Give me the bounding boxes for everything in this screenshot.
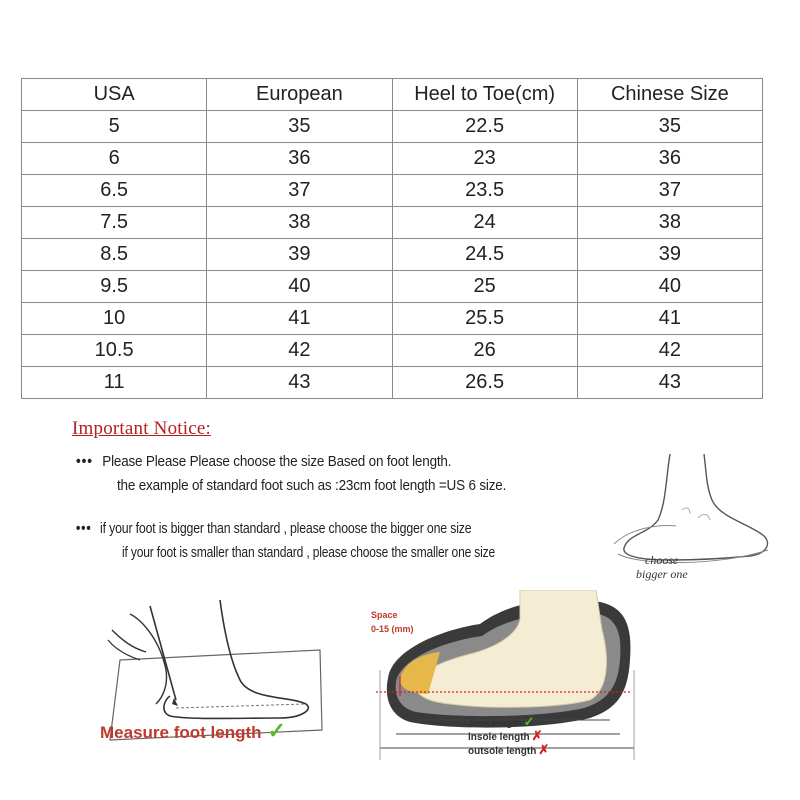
notice-line-4: if your foot is smaller than standard , please choose the smaller one size <box>122 545 496 561</box>
table-cell: 22.5 <box>392 111 577 143</box>
table-row <box>22 335 763 367</box>
table-cell: 26.5 <box>392 367 577 399</box>
header-heel-to-toe: Heel to Toe(cm) <box>392 79 577 111</box>
table-cell: 35 <box>207 111 392 143</box>
measure-caption-text: Measure foot length <box>100 723 262 742</box>
cross-icon: ✗ <box>531 728 543 743</box>
header-chinese-size: Chinese Size <box>577 79 762 111</box>
notice-title: Important Notice: <box>72 418 211 439</box>
table-cell: 10 <box>22 303 207 335</box>
foot-sketch-illustration <box>600 448 780 588</box>
table-cell: 41 <box>207 303 392 335</box>
table-row <box>22 207 763 239</box>
table-row <box>22 143 763 175</box>
notice-line-2: the example of standard foot such as :23cm foot length =US 6 size. <box>117 478 507 494</box>
table-row <box>22 111 763 143</box>
table-row <box>22 367 763 399</box>
table-cell: 25.5 <box>392 303 577 335</box>
bullet-1: ••• <box>76 454 93 470</box>
table-row <box>22 271 763 303</box>
table-cell: 39 <box>207 239 392 271</box>
table-cell: 10.5 <box>22 335 207 367</box>
foot-length-text: foot length <box>470 718 522 729</box>
check-icon: ✓ <box>523 714 535 729</box>
size-chart-table <box>21 78 763 399</box>
table-cell: 38 <box>207 207 392 239</box>
table-cell: 6.5 <box>22 175 207 207</box>
notice-line-3 <box>76 521 471 537</box>
table-cell: 11 <box>22 367 207 399</box>
space-range: 0-15 (mm) <box>371 624 414 634</box>
table-cell: 43 <box>577 367 762 399</box>
table-cell: 41 <box>577 303 762 335</box>
table-cell: 24 <box>392 207 577 239</box>
table-header-row <box>22 79 763 111</box>
table-cell: 42 <box>577 335 762 367</box>
table-cell: 6 <box>22 143 207 175</box>
notice-text-3: if your foot is bigger than standard , please choose the bigger one size <box>99 521 472 537</box>
choose-caption-1: choose <box>645 553 679 567</box>
table-cell: 5 <box>22 111 207 143</box>
table-row <box>22 239 763 271</box>
table-cell: 37 <box>577 175 762 207</box>
bullet-2: ••• <box>76 521 92 537</box>
table-cell: 40 <box>207 271 392 303</box>
cross-icon: ✗ <box>538 742 550 757</box>
outsole-length-text: outsole length <box>468 746 537 757</box>
table-cell: 7.5 <box>22 207 207 239</box>
table-cell: 26 <box>392 335 577 367</box>
notice-text-1: Please Please Please choose the size Based on foot length. <box>102 454 452 470</box>
table-cell: 9.5 <box>22 271 207 303</box>
header-usa: USA <box>22 79 207 111</box>
table-cell: 24.5 <box>392 239 577 271</box>
table-cell: 36 <box>577 143 762 175</box>
table-cell: 39 <box>577 239 762 271</box>
table-row <box>22 303 763 335</box>
table-cell: 8.5 <box>22 239 207 271</box>
table-cell: 42 <box>207 335 392 367</box>
outsole-length-label <box>468 742 549 758</box>
header-european: European <box>207 79 392 111</box>
table-cell: 40 <box>577 271 762 303</box>
table-cell: 43 <box>207 367 392 399</box>
table-cell: 38 <box>577 207 762 239</box>
table-cell: 37 <box>207 175 392 207</box>
table-cell: 25 <box>392 271 577 303</box>
check-icon: ✓ <box>267 718 286 743</box>
insole-length-text: insole length <box>468 732 530 743</box>
measure-caption <box>100 718 286 744</box>
space-label: Space <box>371 610 398 620</box>
table-cell: 23.5 <box>392 175 577 207</box>
table-cell: 35 <box>577 111 762 143</box>
notice-line-1 <box>76 454 451 470</box>
table-cell: 36 <box>207 143 392 175</box>
table-cell: 23 <box>392 143 577 175</box>
table-row <box>22 175 763 207</box>
choose-caption-2: bigger one <box>636 567 688 581</box>
